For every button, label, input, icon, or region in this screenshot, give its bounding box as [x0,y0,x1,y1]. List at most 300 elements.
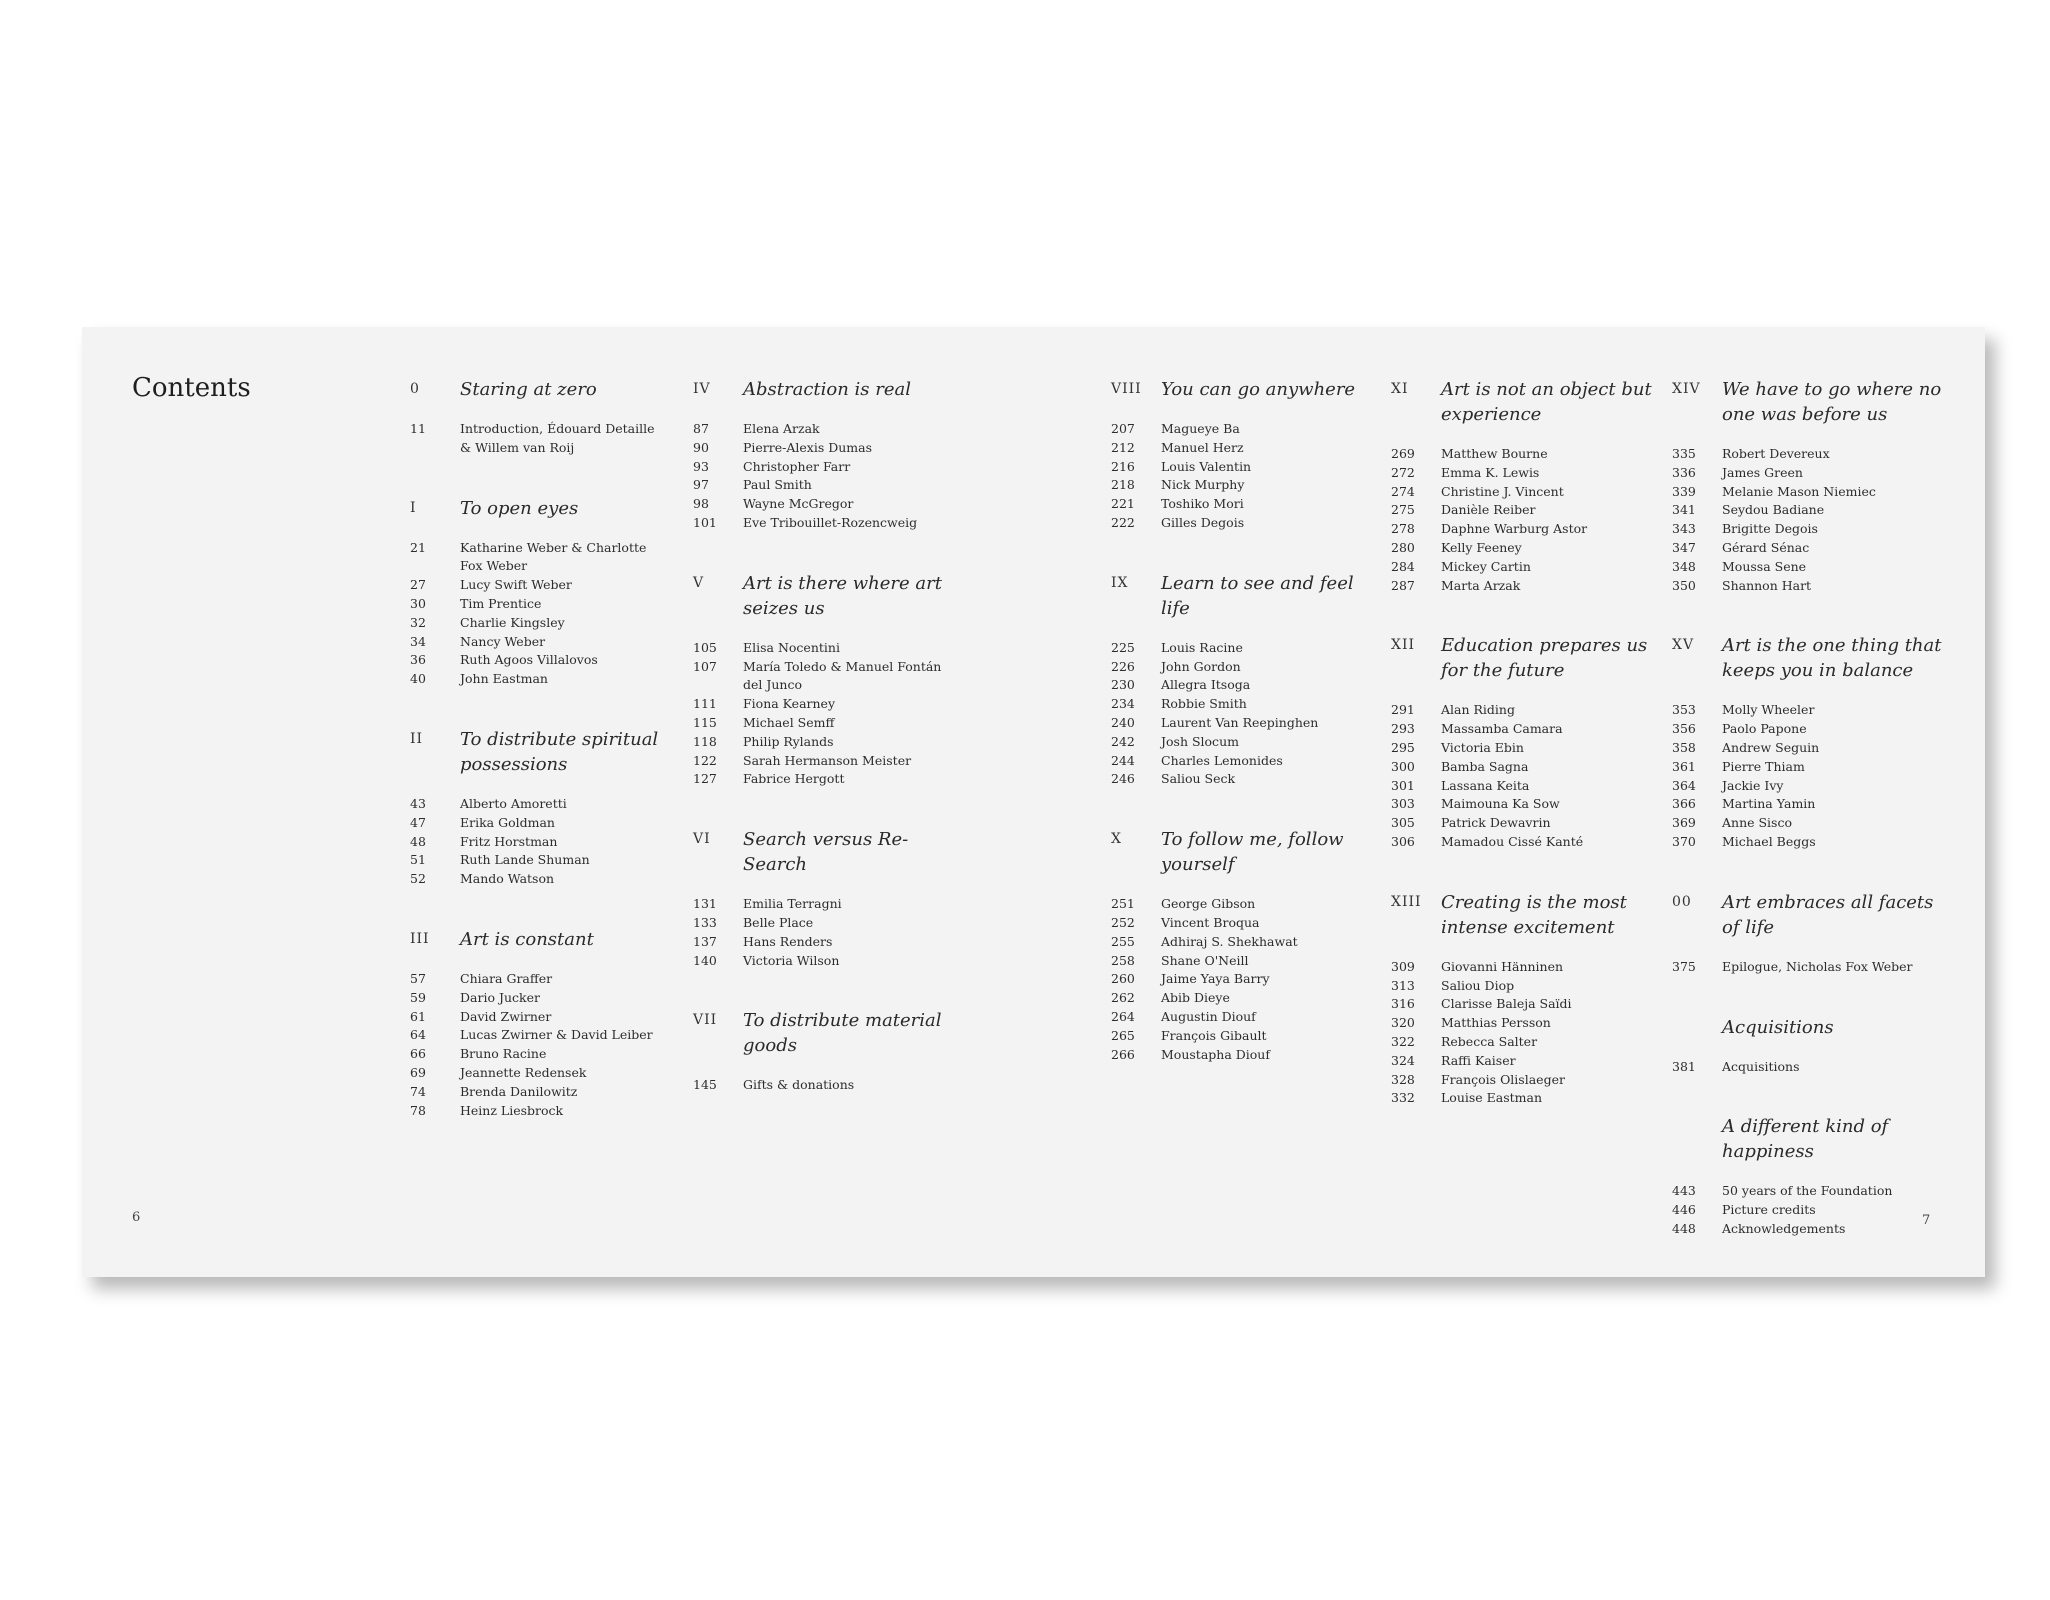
entry-name: Paolo Papone [1722,721,1807,737]
entry-name: John Gordon [1161,658,1241,674]
toc-entry [693,952,973,971]
entry-page-number: 93 [693,458,709,474]
entry-page-number: 64 [410,1027,426,1043]
entry-name: Matthew Bourne [1441,446,1548,461]
entry-list [1391,958,1671,1108]
toc-entry [1111,458,1391,477]
toc-entry [410,870,690,889]
section-title: To distribute spiritual possessions [460,728,659,775]
entry-page-number: 21 [410,539,426,555]
section-heading [1391,633,1671,683]
entry-name: 50 years of the Foundation [1722,1183,1893,1199]
entry-page-number: 280 [1391,539,1415,555]
toc-entry [1111,970,1391,989]
toc-entry [1111,714,1391,733]
entry-name: María Toledo & Manuel Fontán del Junco [743,658,942,693]
toc-entry [1391,977,1671,996]
entry-page-number: 230 [1111,677,1135,693]
entry-page-number: 137 [693,933,717,949]
entry-page-number: 225 [1111,639,1135,655]
entry-name: Epilogue, Nicholas Fox Weber [1722,958,1913,974]
section-numeral: XV [1672,637,1695,654]
toc-entry [1111,476,1391,495]
toc-column [1672,377,1952,1277]
toc-entry [1111,1008,1391,1027]
entry-page-number: 332 [1391,1090,1415,1106]
entry-page-number: 375 [1672,958,1696,974]
toc-entry [1391,1033,1671,1052]
toc-entry [693,695,973,714]
entry-page-number: 107 [693,658,717,674]
toc-entry [1111,420,1391,439]
toc-entry [1672,777,1952,796]
entry-page-number: 226 [1111,658,1135,674]
entry-page-number: 101 [693,514,717,530]
entry-list [1672,701,1952,851]
toc-entry [693,420,973,439]
toc-entry [1111,695,1391,714]
section-title: Abstraction is real [743,379,912,400]
entry-page-number: 322 [1391,1033,1415,1049]
entry-name: Gérard Sénac [1722,539,1810,555]
entry-page-number: 98 [693,496,709,512]
section-heading [410,927,690,952]
toc-entry [1672,558,1952,577]
page-title: Contents [132,373,251,403]
toc-entry [1391,720,1671,739]
entry-page-number: 328 [1391,1071,1415,1087]
entry-name: Mamadou Cissé Kanté [1441,833,1584,849]
entry-page-number: 262 [1111,990,1135,1006]
entry-name: Danièle Reiber [1441,502,1536,518]
entry-name: Michael Semff [743,714,835,730]
entry-page-number: 350 [1672,577,1696,593]
toc-entry [693,658,973,696]
toc-entry [1111,495,1391,514]
entry-name: Lucy Swift Weber [460,577,572,593]
entry-page-number: 111 [693,696,717,712]
entry-name: François Gibault [1161,1027,1267,1043]
toc-entry [1391,758,1671,777]
entry-name: Robbie Smith [1161,696,1247,712]
toc-entry [410,970,690,989]
toc-entry [410,989,690,1008]
toc-entry [1672,833,1952,852]
toc-entry [410,814,690,833]
entry-name: Acknowledgements [1722,1220,1846,1236]
entry-name: Fabrice Hergott [743,771,845,787]
entry-name: Lassana Keita [1441,777,1530,793]
entry-name: David Zwirner [460,1008,552,1024]
toc-entry [1672,758,1952,777]
entry-page-number: 27 [410,577,426,593]
entry-name: Manuel Herz [1161,439,1244,455]
entry-page-number: 255 [1111,933,1135,949]
section-numeral: III [410,930,430,947]
toc-section [1672,1015,1952,1077]
section-numeral: I [410,499,417,516]
section-title: Education prepares us for the future [1441,635,1648,682]
toc-entry [410,595,690,614]
toc-entry [1391,1071,1671,1090]
entry-page-number: 105 [693,639,717,655]
entry-name: Abib Dieye [1161,990,1230,1006]
toc-section [693,571,973,789]
toc-entry [693,458,973,477]
entry-page-number: 291 [1391,702,1415,718]
entry-page-number: 32 [410,614,426,630]
toc-entry [1391,833,1671,852]
entry-name: Seydou Badiane [1722,502,1825,518]
toc-entry [1391,1014,1671,1033]
section-title: Learn to see and feel life [1161,572,1354,619]
section-title: Creating is the most intense excitement [1441,891,1627,938]
entry-page-number: 448 [1672,1220,1696,1236]
entry-page-number: 252 [1111,914,1135,930]
entry-page-number: 303 [1391,796,1415,812]
entry-name: Andrew Seguin [1722,739,1820,755]
section-numeral: 00 [1672,893,1692,910]
section-numeral [1672,1015,1722,1019]
section-numeral: XIII [1391,893,1422,910]
entry-page-number: 240 [1111,714,1135,730]
section-numeral: VII [693,1012,718,1029]
toc-entry [1111,658,1391,677]
entry-page-number: 87 [693,421,709,436]
entry-name: Ruth Lande Shuman [460,852,590,868]
toc-entry [1391,577,1671,596]
section-title: Acquisitions [1722,1016,1834,1038]
entry-page-number: 258 [1111,952,1135,968]
toc-entry [1111,439,1391,458]
section-numeral [1672,1114,1722,1118]
entry-list [1111,895,1391,1064]
entry-name: Introduction, Édouard Detaille & Willem van Roij [460,421,655,455]
section-title: To follow me, follow yourself [1161,829,1344,876]
entry-page-number: 97 [693,477,709,493]
entry-name: Magueye Ba [1161,421,1240,436]
entry-name: Katharine Weber & Charlotte Fox Weber [460,539,647,574]
toc-entry [1672,464,1952,483]
entry-name: François Olislaeger [1441,1071,1565,1087]
toc-entry [410,795,690,814]
entry-list [693,1076,973,1095]
entry-name: Louise Eastman [1441,1090,1543,1106]
entry-page-number: 78 [410,1102,426,1118]
toc-entry [1391,1052,1671,1071]
entry-page-number: 242 [1111,733,1135,749]
toc-entry [1672,701,1952,720]
section-numeral: XII [1391,637,1416,654]
entry-page-number: 48 [410,833,426,849]
entry-page-number: 36 [410,652,426,668]
entry-name: Adhiraj S. Shekhawat [1161,933,1298,949]
toc-column [693,377,973,1133]
entry-page-number: 370 [1672,833,1696,849]
section-numeral: IX [1111,574,1129,591]
toc-entry [693,495,973,514]
entry-name: Giovanni Hänninen [1441,958,1564,974]
entry-page-number: 309 [1391,958,1415,974]
toc-entry [410,539,690,577]
toc-entry [410,670,690,689]
entry-page-number: 339 [1672,483,1696,499]
toc-section [410,377,690,458]
entry-page-number: 265 [1111,1027,1135,1043]
entry-page-number: 336 [1672,464,1696,480]
section-heading [1672,1015,1952,1040]
section-heading [1391,377,1671,427]
section-title: You can go anywhere [1161,379,1356,400]
section-heading [1111,827,1391,877]
entry-page-number: 234 [1111,696,1135,712]
entry-name: Clarisse Baleja Saïdi [1441,996,1572,1012]
entry-name: Martina Yamin [1722,796,1816,812]
toc-entry [410,1102,690,1121]
entry-list [410,420,690,458]
entry-name: Jackie Ivy [1722,777,1784,793]
toc-entry [1111,895,1391,914]
toc-entry [1672,720,1952,739]
entry-name: Saliou Diop [1441,977,1515,993]
entry-list [410,795,690,889]
entry-name: Jaime Yaya Barry [1161,971,1270,987]
entry-page-number: 51 [410,852,426,868]
entry-list [693,420,973,533]
toc-entry [1391,558,1671,577]
entry-name: Moussa Sene [1722,558,1807,574]
entry-name: Wayne McGregor [743,496,854,512]
entry-page-number: 244 [1111,752,1135,768]
entry-page-number: 216 [1111,458,1135,474]
entry-name: Michael Beggs [1722,833,1816,849]
entry-page-number: 118 [693,733,717,749]
toc-entry [410,651,690,670]
entry-name: Christopher Farr [743,458,851,474]
section-numeral: XI [1391,381,1409,397]
entry-page-number: 301 [1391,777,1415,793]
toc-entry [410,833,690,852]
section-heading [410,496,690,521]
toc-section [410,727,690,889]
entry-page-number: 66 [410,1046,426,1062]
entry-page-number: 341 [1672,502,1696,518]
book-spread [82,327,1985,1277]
toc-section [1391,633,1671,851]
page-number-left: 6 [132,1210,141,1225]
section-heading [1391,890,1671,940]
entry-name: Tim Prentice [460,595,542,611]
entry-name: Heinz Liesbrock [460,1102,564,1118]
entry-list [1111,420,1391,533]
section-numeral: VIII [1111,381,1142,397]
section-title: Art embraces all facets of life [1722,891,1934,938]
entry-name: Jeannette Redensek [460,1064,587,1080]
toc-entry [693,914,973,933]
toc-entry [1672,1220,1952,1239]
entry-list [693,639,973,789]
toc-entry [1391,539,1671,558]
entry-page-number: 30 [410,595,426,611]
entry-page-number: 275 [1391,502,1415,518]
entry-page-number: 353 [1672,702,1696,718]
entry-name: Marta Arzak [1441,577,1521,593]
section-numeral: VI [693,831,711,848]
section-heading [693,827,973,877]
entry-name: Lucas Zwirner & David Leiber [460,1027,653,1043]
section-numeral: V [693,574,705,591]
toc-entry [410,614,690,633]
toc-section [1111,571,1391,789]
toc-entry [1111,933,1391,952]
entry-page-number: 57 [410,970,426,986]
section-title: Art is constant [460,928,594,950]
toc-entry [410,1026,690,1045]
entry-name: Gifts & donations [743,1077,855,1093]
entry-name: Mando Watson [460,871,555,887]
entry-name: Chiara Graffer [460,970,553,986]
entry-name: Laurent Van Reepinghen [1161,714,1319,730]
toc-entry [693,476,973,495]
entry-name: Melanie Mason Niemiec [1722,483,1876,499]
entry-name: Philip Rylands [743,733,834,749]
entry-page-number: 218 [1111,477,1135,493]
entry-page-number: 306 [1391,833,1415,849]
toc-section [410,496,690,689]
entry-name: Victoria Ebin [1441,739,1524,755]
entry-name: Josh Slocum [1161,733,1239,749]
entry-name: Acquisitions [1722,1058,1800,1074]
entry-page-number: 358 [1672,739,1696,755]
entry-page-number: 446 [1672,1202,1696,1218]
section-numeral: 0 [410,381,420,397]
entry-name: Vincent Broqua [1161,914,1260,930]
entry-name: Bamba Sagna [1441,758,1529,774]
entry-list [1672,445,1952,595]
entry-name: Erika Goldman [460,814,555,830]
toc-entry [1391,483,1671,502]
entry-name: Pierre Thiam [1722,758,1805,774]
toc-entry [1391,520,1671,539]
toc-section [693,827,973,970]
entry-list [1672,1058,1952,1077]
entry-page-number: 145 [693,1077,717,1093]
toc-entry [1111,770,1391,789]
entry-name: Alberto Amoretti [460,795,567,811]
toc-entry [1391,1089,1671,1108]
toc-section [1111,377,1391,533]
entry-page-number: 295 [1391,739,1415,755]
entry-name: Brenda Danilowitz [460,1083,578,1099]
toc-entry [1111,514,1391,533]
entry-page-number: 34 [410,633,426,649]
entry-page-number: 59 [410,989,426,1005]
entry-name: Dario Jucker [460,989,540,1005]
entry-page-number: 74 [410,1083,426,1099]
entry-name: Rebecca Salter [1441,1033,1538,1049]
toc-section [1391,890,1671,1108]
entry-list [693,895,973,970]
entry-page-number: 264 [1111,1008,1135,1024]
section-title: To distribute material goods [743,1010,942,1057]
toc-entry [1672,739,1952,758]
entry-page-number: 251 [1111,896,1135,912]
entry-name: Emma K. Lewis [1441,464,1540,480]
toc-entry [1672,1201,1952,1220]
entry-name: Daphne Warburg Astor [1441,521,1588,537]
section-heading [1111,571,1391,621]
toc-section [693,1008,973,1095]
section-heading [410,727,690,777]
entry-name: George Gibson [1161,896,1256,912]
toc-column [410,377,690,1158]
toc-entry [1391,958,1671,977]
entry-page-number: 40 [410,671,426,687]
entry-page-number: 313 [1391,977,1415,993]
toc-entry [1391,445,1671,464]
entry-list [410,970,690,1120]
section-heading [1672,377,1952,427]
entry-page-number: 287 [1391,577,1415,593]
entry-name: Saliou Seck [1161,771,1236,787]
entry-name: Augustin Diouf [1161,1008,1256,1024]
entry-page-number: 284 [1391,558,1415,574]
section-numeral: X [1111,831,1122,848]
section-heading [693,571,973,621]
toc-entry [1672,795,1952,814]
toc-entry [1111,1027,1391,1046]
entry-list [1672,1182,1952,1238]
entry-name: Mickey Cartin [1441,558,1531,574]
entry-page-number: 348 [1672,558,1696,574]
toc-entry [1111,639,1391,658]
toc-entry [693,752,973,771]
toc-entry [1391,795,1671,814]
entry-name: Allegra Itsoga [1161,677,1251,693]
section-title: We have to go where no one was before us [1722,379,1942,425]
entry-name: Gilles Degois [1161,514,1245,530]
toc-entry [1111,989,1391,1008]
toc-section [1672,890,1952,977]
entry-page-number: 366 [1672,796,1696,812]
section-title: Art is the one thing that keeps you in balance [1722,635,1942,682]
entry-page-number: 293 [1391,721,1415,737]
toc-section [410,927,690,1120]
section-numeral: II [410,730,424,747]
entry-page-number: 122 [693,752,717,768]
section-title: Staring at zero [460,379,597,400]
section-heading [1672,633,1952,683]
toc-entry [693,933,973,952]
toc-entry [410,1083,690,1102]
toc-entry [1111,733,1391,752]
entry-name: Matthias Persson [1441,1015,1551,1031]
entry-page-number: 11 [410,421,426,436]
toc-entry [1391,814,1671,833]
entry-page-number: 47 [410,814,426,830]
toc-section [693,377,973,533]
section-heading [693,1008,973,1058]
entry-page-number: 140 [693,952,717,968]
entry-name: Louis Racine [1161,639,1243,655]
entry-name: Raffi Kaiser [1441,1052,1516,1068]
toc-entry [410,1008,690,1027]
entry-page-number: 381 [1672,1058,1696,1074]
toc-entry [1391,777,1671,796]
toc-entry [410,633,690,652]
entry-list [1391,701,1671,851]
toc-entry [410,1064,690,1083]
